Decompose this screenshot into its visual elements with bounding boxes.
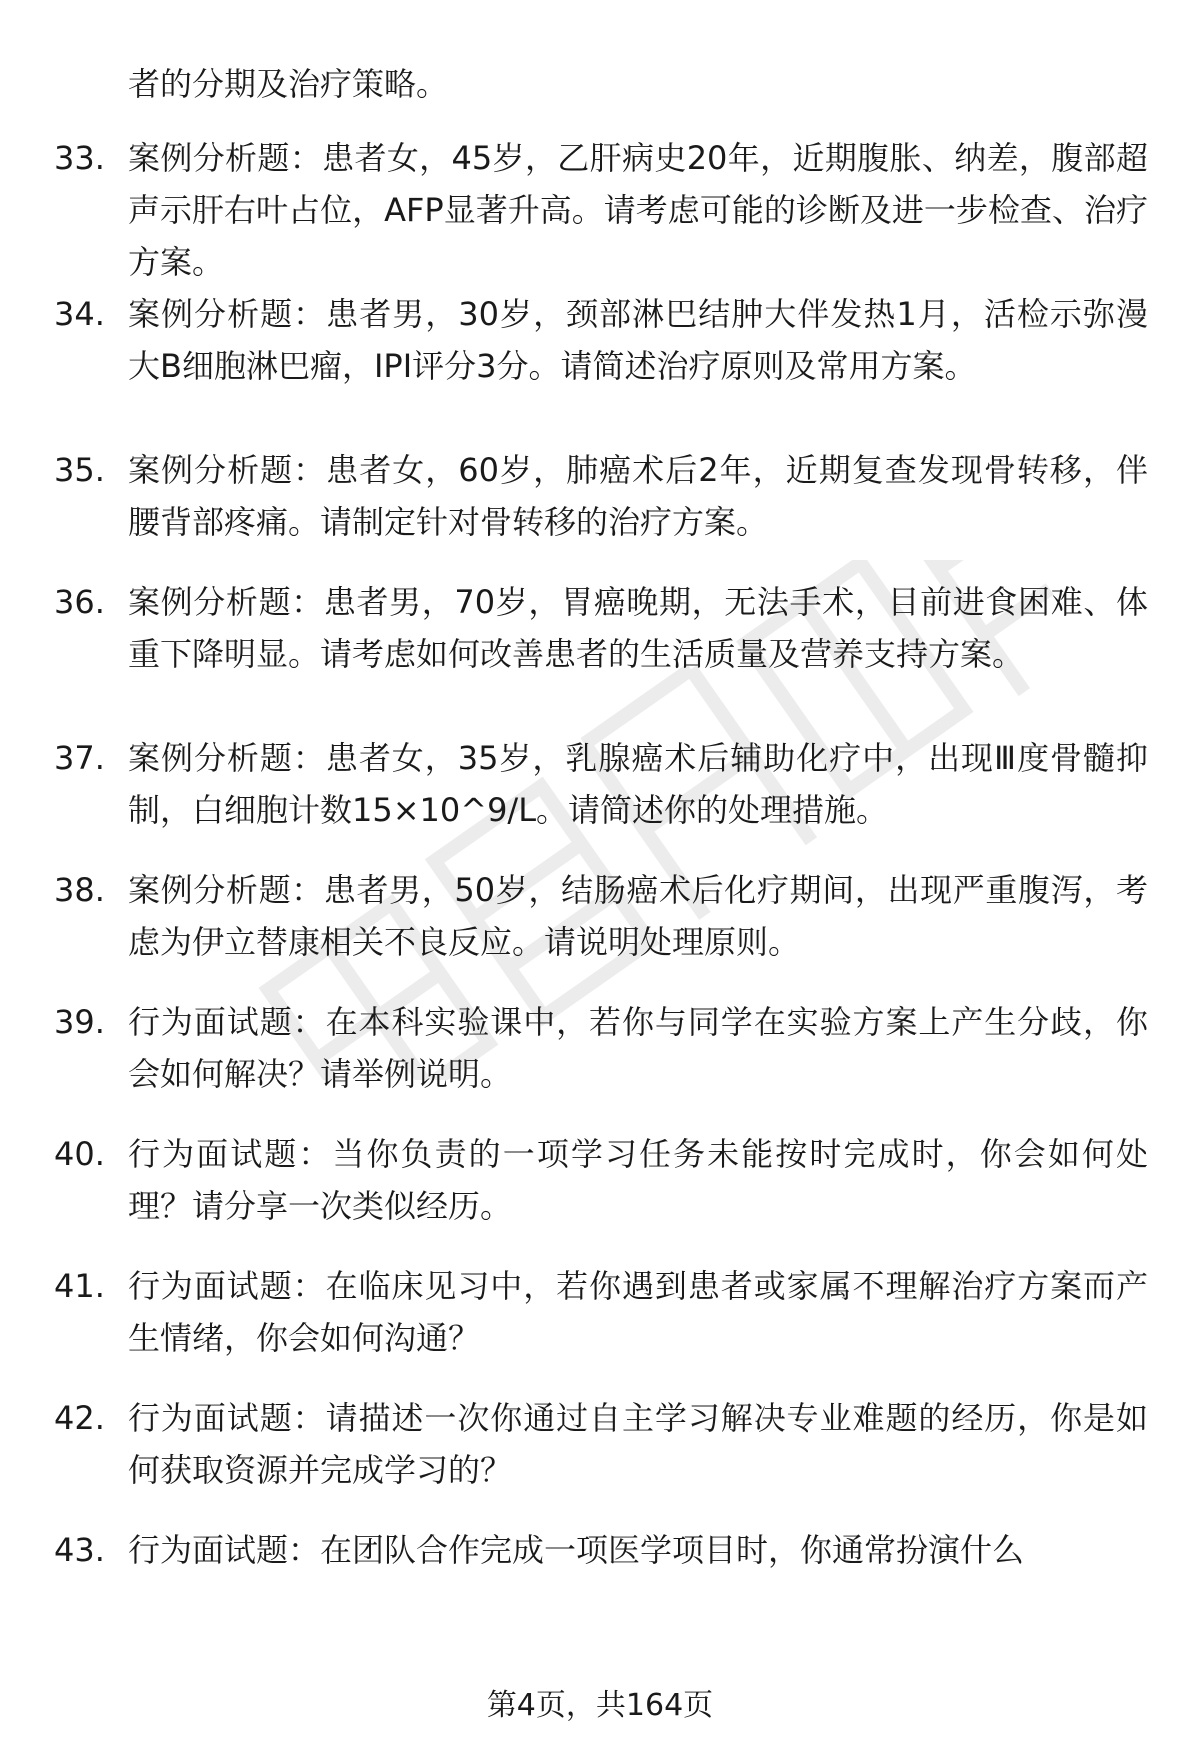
question-number: 41. <box>54 1267 105 1305</box>
question-text: 案例分析题：患者女，45岁，乙肝病史20年，近期腹胀、纳差，腹部超声示肝右叶占位，AFP显著升高。请考虑可能的诊断及进一步检查、治疗方案。 <box>128 139 1148 281</box>
question-text: 案例分析题：患者男，70岁，胃癌晚期，无法手术，目前进食困难、体重下降明显。请考虑如何改善患者的生活质量及营养支持方案。 <box>128 583 1148 673</box>
continuation-text: 者的分期及治疗策略。 <box>128 65 449 103</box>
question-number: 42. <box>54 1399 105 1437</box>
question-number: 37. <box>54 739 105 777</box>
question-text: 行为面试题：请描述一次你通过自主学习解决专业难题的经历，你是如何获取资源并完成学习的？ <box>128 1399 1148 1489</box>
question-text: 案例分析题：患者男，50岁，结肠癌术后化疗期间，出现严重腹泻，考虑为伊立替康相关不良反应。请说明处理原则。 <box>128 871 1148 961</box>
question-number: 33. <box>54 139 105 177</box>
question-text: 行为面试题：当你负责的一项学习任务未能按时完成时，你会如何处理？请分享一次类似经历。 <box>128 1135 1148 1225</box>
question-text: 行为面试题：在团队合作完成一项医学项目时，你通常扮演什么 <box>128 1531 1025 1569</box>
page-footer: 第4页，共164页 <box>486 1688 714 1723</box>
question-number: 35. <box>54 451 105 489</box>
question-text: 案例分析题：患者女，60岁，肺癌术后2年，近期复查发现骨转移，伴腰背部疼痛。请制定针对骨转移的治疗方案。 <box>128 451 1148 541</box>
question-number: 34. <box>54 295 105 333</box>
question-text: 案例分析题：患者女，35岁，乳腺癌术后辅助化疗中，出现Ⅲ度骨髓抑制，白细胞计数15×10^9/L。请简述你的处理措施。 <box>128 739 1148 829</box>
question-number: 43. <box>54 1531 105 1569</box>
question-number: 40. <box>54 1135 105 1173</box>
question-number: 38. <box>54 871 105 909</box>
question-number: 39. <box>54 1003 105 1041</box>
question-text: 案例分析题：患者男，30岁，颈部淋巴结肿大伴发热1月，活检示弥漫大B细胞淋巴瘤，IPI评分3分。请简述治疗原则及常用方案。 <box>128 295 1148 385</box>
question-text: 行为面试题：在临床见习中，若你遇到患者或家属不理解治疗方案而产生情绪，你会如何沟通？ <box>128 1267 1148 1357</box>
question-number: 36. <box>54 583 105 621</box>
question-text: 行为面试题：在本科实验课中，若你与同学在实验方案上产生分歧，你会如何解决？请举例说明。 <box>128 1003 1148 1093</box>
